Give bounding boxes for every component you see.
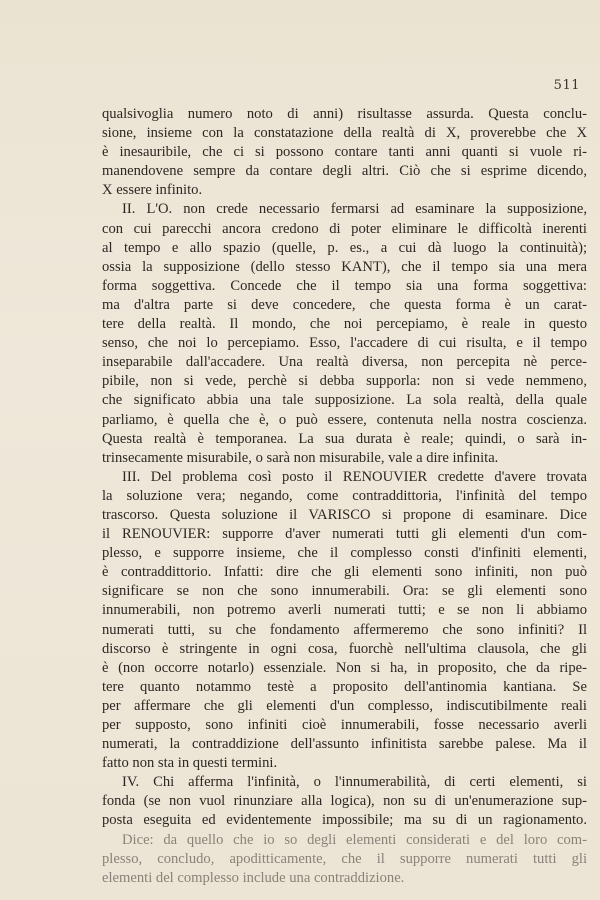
text-line: al tempo e allo spazio (quelle, p. es., a cui dà luogo la continuità); <box>102 239 587 256</box>
text-line: II. L'O. non crede necessario fermarsi ad esaminare la supposizione, <box>122 201 587 218</box>
text-line: numerati, la contraddizione dell'assunto infinitista sarebbe palese. Ma il <box>102 736 587 753</box>
text-line: inseparabile dall'accadere. Una realtà diversa, non percepita nè perce- <box>102 354 587 371</box>
text-line: è inesauribile, che ci si possono contare tanti anni quanti si vuole ri- <box>102 144 587 161</box>
text-line: elementi del complesso include una contraddizione. <box>102 869 405 886</box>
text-line: per affermare che gli elementi d'un complesso, indiscutibilmente reali <box>102 697 587 714</box>
text-line: pibile, non si vede, perchè si debba supporla: non si vede nemmeno, <box>102 373 587 390</box>
text-line: fatto non sta in questi termini. <box>102 755 278 772</box>
text-line: numerati tutti, su che fondamento affermeremo che sono infiniti? Il <box>102 621 587 638</box>
text-line: significare se non che sono innumerabili. Ora: se gli elementi sono <box>102 583 587 600</box>
text-line: forma soggettiva. Concede che il tempo sia una forma soggettiva: <box>102 277 587 294</box>
text-line: con cui parecchi ancora credono di poter eliminare le difficoltà inerenti <box>102 220 587 237</box>
text-line: per supposto, sono infiniti cioè innumerabili, fosse necessario averli <box>102 717 587 733</box>
text-line: che significato abbia una tale supposizione. La sola realtà, della quale <box>102 392 587 409</box>
text-line: fonda (se non vuol rinunziare alla logica), non su di un'enumerazione sup- <box>102 793 587 810</box>
text-line: ossia la supposizione (dello stesso KANT), che il tempo sia una mera <box>102 258 587 275</box>
text-line: ma d'altra parte si deve concedere, che questa forma è un carat- <box>102 296 587 313</box>
text-line: posta eseguita ed evidentemente impossibile; ma su di un ragionamento. <box>102 812 587 829</box>
text-line: trascorso. Questa soluzione il VARISCO si propone di esaminare. Dice <box>102 506 587 523</box>
text-line: sione, insieme con la constatazione della realtà di X, proverebbe che X <box>102 125 587 142</box>
text-line: discorso è stringente in ogni cosa, fuorchè nell'ultima clausola, che gli <box>102 640 587 657</box>
text-line: manendovene sempre da contare degli altri. Ciò che si esprime dicendo, <box>102 163 587 180</box>
text-line: Dice: da quello che io so degli elementi considerati e del loro com- <box>122 831 587 848</box>
body-text <box>102 105 587 888</box>
text-line: la soluzione vera; negando, come contraddittoria, l'infinità del tempo <box>102 487 587 504</box>
text-line: tere della realtà. Il mondo, che noi percepiamo, è reale in questo <box>102 316 587 333</box>
text-line: innumerabili, non potremo averli numerati tutti; e se non li abbiamo <box>102 602 587 619</box>
text-line: plesso, concludo, apoditticamente, che il supporre numerati tutti gli <box>102 850 587 867</box>
text-line: plesso, e supporre insieme, che il complesso consti d'infiniti elementi, <box>102 545 587 562</box>
text-line: è (non occorre notarlo) essenziale. Non si ha, in proposito, che da ripe- <box>102 659 587 676</box>
text-line: III. Del problema così posto il RENOUVIER credette d'avere trovata <box>122 468 587 485</box>
text-line: il RENOUVIER: supporre d'aver numerati tutti gli elementi d'un com- <box>102 526 587 543</box>
text-line: IV. Chi afferma l'infinità, o l'innumerabilità, di certi elementi, si <box>122 774 587 791</box>
page-number: 511 <box>553 78 580 93</box>
text-line: qualsivoglia numero noto di anni) risultasse assurda. Questa conclu- <box>102 106 587 122</box>
text-line: Questa realtà è temporanea. La sua durata è reale; quindi, o sarà in- <box>102 430 587 447</box>
text-line: X essere infinito. <box>102 182 203 199</box>
text-line: senso, che noi lo percepiamo. Esso, l'accadere di cui risulta, e il tempo <box>102 335 587 352</box>
text-line: è contraddittorio. Infatti: dire che gli elementi sono infiniti, non può <box>102 564 587 581</box>
text-line: tere quanto notammo testè a proposito dell'antinomia kantiana. Se <box>102 678 587 695</box>
text-line: trinsecamente misurabile, o sarà non misurabile, vale a dire infinita. <box>102 449 499 466</box>
text-line: parliamo, è quella che è, o può essere, contenuta nella nostra coscienza. <box>102 411 587 428</box>
